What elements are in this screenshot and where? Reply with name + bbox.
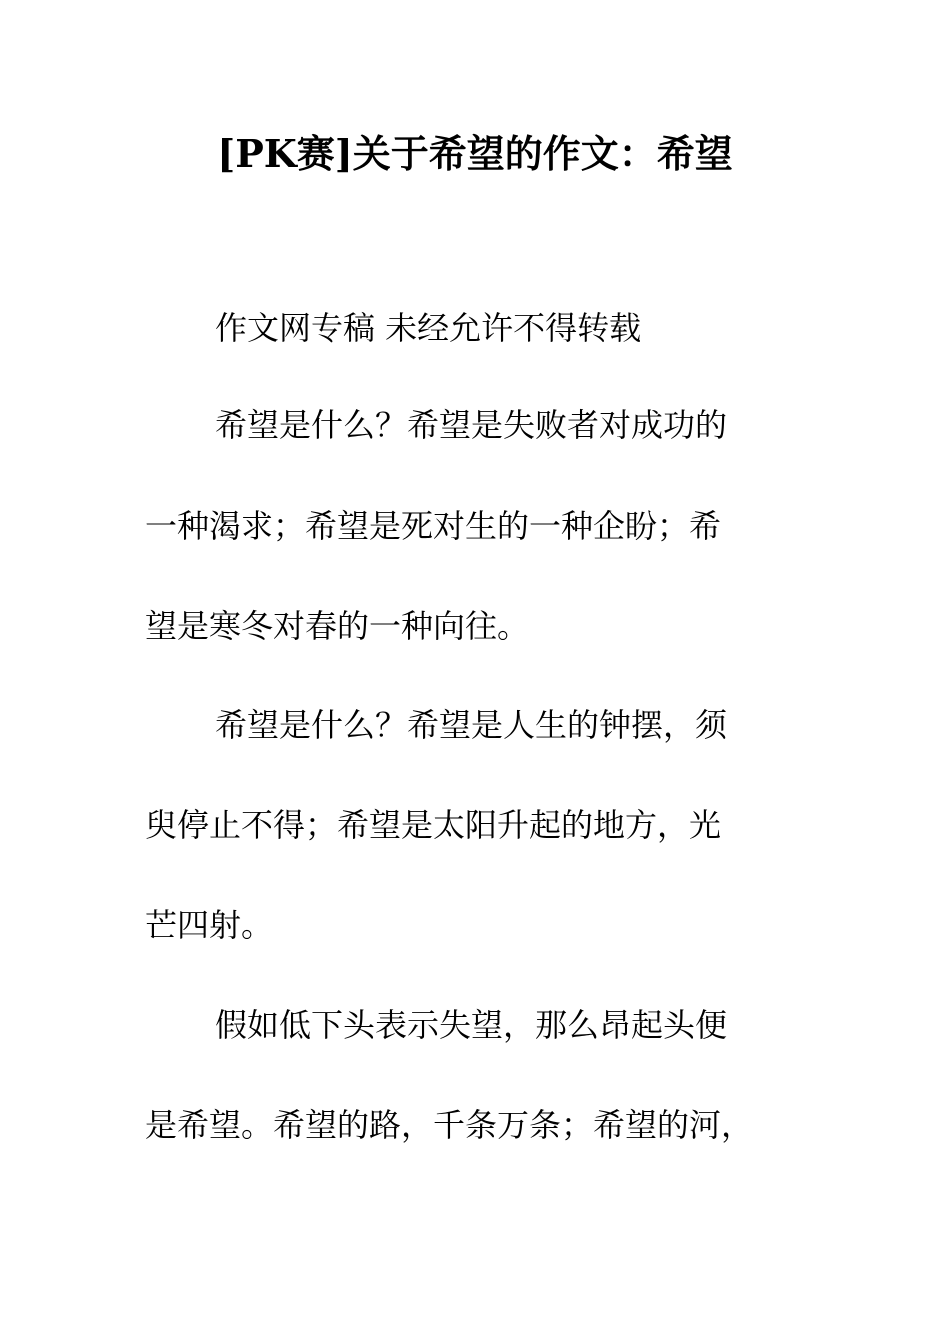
document-title: [PK赛]关于希望的作文：希望 xyxy=(217,131,733,176)
paragraph-line: 希望是什么？希望是人生的钟摆，须 xyxy=(215,706,728,744)
paragraph-line: 望是寒冬对春的一种向往。 xyxy=(145,607,530,645)
paragraph-line: 芒四射。 xyxy=(145,906,274,944)
paragraph-line: 臾停止不得；希望是太阳升起的地方，光 xyxy=(145,806,722,844)
paragraph-line: 是希望。希望的路，千条万条；希望的河， xyxy=(145,1106,754,1144)
paragraph-line: 作文网专稿 未经允许不得转载 xyxy=(215,309,642,347)
paragraph-line: 希望是什么？希望是失败者对成功的 xyxy=(215,406,728,444)
paragraph-line: 假如低下头表示失望，那么昂起头便 xyxy=(215,1006,728,1044)
paragraph-line: 一种渴求；希望是死对生的一种企盼；希 xyxy=(145,507,722,545)
